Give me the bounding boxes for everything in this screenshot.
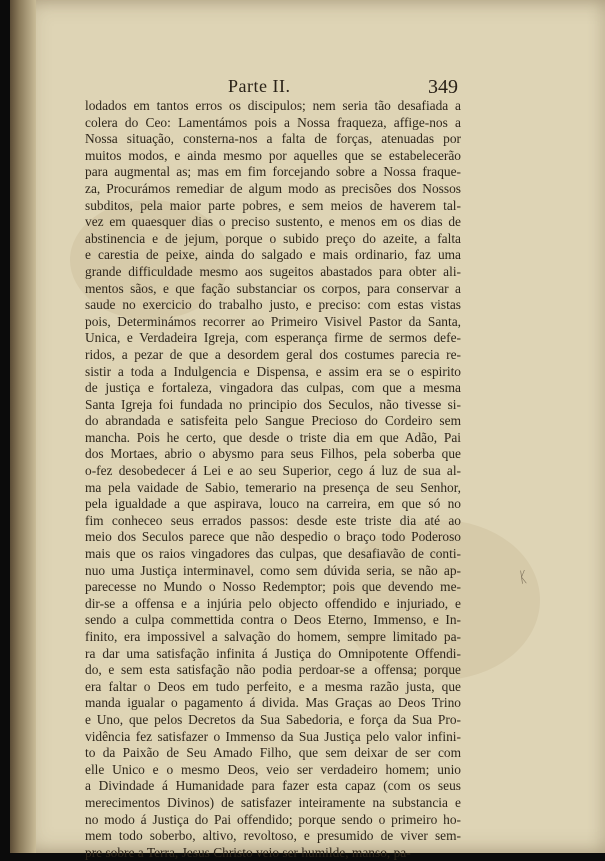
text-line: nuo uma Justiça interminavel, como sem dúvida seria, se não ap-: [85, 562, 461, 578]
text-line: pois, Determinámos recorrer ao Primeiro Visivel Pastor da Santa,: [85, 313, 461, 329]
text-line: finito, era impossivel a salvação do homem, sempre limitado pa-: [85, 629, 461, 644]
page-number: 349: [428, 76, 458, 98]
text-line: muitos modos, e ainda mesmo por aquelles que se estabelecerão: [85, 147, 461, 163]
text-line: saude no exercicio do trabalho justo, e preciso: com estas vistas: [85, 297, 461, 313]
text-line: dos Mortaes, abrio o abysmo para seus Filhos, pela soberba que: [85, 446, 461, 462]
text-line: sistir a toda a Indulgencia e Dispensa, e assim era se o espirito: [85, 363, 461, 379]
text-line: to da Paixão de Seu Amado Filho, que sem deixar de ser com: [85, 745, 461, 761]
text-line: fim conheceo seus errados passos: desde este triste dia até ao: [85, 512, 461, 528]
text-line: no modo á Justiça do Pai offendido; porque sendo o primeiro ho-: [85, 811, 461, 827]
text-line: za, Procurámos remediar de algum modo as precisões dos Nossos: [85, 180, 461, 196]
text-line: vez em quaesquer dias o preciso sustento, e menos em os dias de: [85, 214, 461, 230]
text-line: para augmental as; mas em fim forcejando sobre a Nossa fraque-: [85, 164, 461, 180]
text-line: mem todo soberbo, altivo, revoltoso, e presumido de viver sem-: [85, 828, 461, 844]
text-line: ridos, a pezar de que a desordem geral dos costumes parecia re-: [85, 346, 461, 362]
text-line: era faltar o Deos em tudo perfeito, e a mesma razão justa, que: [85, 678, 461, 694]
text-line: elle Unico e o mesmo Deos, veio ser verdadeiro homem; unio: [85, 761, 461, 777]
text-line: Nossa situação, consterna-nos a falta de forças, atenuadas por: [85, 131, 461, 147]
text-line: ma pela vaidade de Sabio, temerario na presença de seu Senhor,: [85, 479, 461, 495]
text-line: Santa Igreja foi fundada no principio dos Seculos, não tivesse si-: [85, 396, 461, 412]
text-line: ra dar uma satisfação infinita á Justiça do Omnipotente Offendi-: [85, 645, 461, 661]
text-line: mancha. Pois he certo, que desde o triste dia em que Adão, Pai: [85, 429, 461, 445]
text-line: o-fez desobedecer á Lei e ao seu Superior, cego á luz de sua al-: [85, 463, 461, 479]
text-line: meio dos Seculos parece que não despedio o braço todo Poderoso: [85, 529, 461, 545]
text-line: e carestia de peixe, ainda do salgado e mais ordinario, faz uma: [85, 247, 461, 263]
text-line: colera do Ceo: Lamentámos pois a Nossa fraqueza, affige-nos a: [85, 114, 461, 130]
binding-gutter: [10, 0, 36, 853]
text-line: grande difficuldade mesmo aos sugeitos abastados para obter ali-: [85, 263, 461, 279]
running-head: Parte II.: [228, 76, 291, 96]
text-line: lodados em tantos erros os discipulos; nem seria tão desafiada a: [85, 98, 461, 113]
body-text: [85, 98, 461, 861]
text-line: vidência fez satisfazer o Immenso da Sua Justiça pelo valor infini-: [85, 728, 461, 744]
text-line: manda igualar o pagamento á divida. Mas Graças ao Deos Trino: [85, 695, 461, 711]
text-line: merecimentos Divinos) de satisfazer inteiramente na substancia e: [85, 794, 461, 810]
page-header: [0, 76, 605, 100]
text-line: a Divindade á Humanidade para fazer esta capaz (com os seus: [85, 778, 461, 794]
text-line: e Uno, que pelos Decretos da Sua Sabedoria, e força da Sua Pro-: [85, 711, 461, 727]
text-line: parecesse no Mundo o Nosso Redemptor; pois que devendo me-: [85, 579, 461, 595]
text-line: de justiça e fortaleza, vingadora das culpas, com que a mesma: [85, 380, 461, 396]
text-line: pela igualdade a que aspirava, louco na carreira, em que só no: [85, 496, 461, 512]
text-line: Unica, e Verdadeira Igreja, com esperança firme de sermos defe-: [85, 330, 461, 346]
text-line: do abrandada e satisfeita pelo Sangue Precioso do Cordeiro sem: [85, 413, 461, 429]
text-line: subditos, pela maior parte pobres, e sem meios de haverem tal-: [85, 197, 461, 213]
margin-pencil-mark: ᛕ: [517, 569, 530, 587]
text-line: pre sobre a Terra, Jesus Christo veio ser humilde, manso, pa-: [85, 844, 411, 860]
text-line: mentos sãos, e que fação substanciar os corpos, para conservar a: [85, 280, 461, 296]
text-line: abstinencia e de jejum, porque o subido preço do azeite, a falta: [85, 230, 461, 246]
text-line: dir-se a offensa e a injúria pelo objecto offendido e injuriado, e: [85, 595, 461, 611]
text-line: do, e sem esta satisfação não podia perdoar-se a offensa; porque: [85, 662, 461, 678]
text-line: sendo a culpa commettida contra o Deos Eterno, Immenso, e In-: [85, 612, 461, 628]
text-line: mais que os raios vingadores das culpas, que desafiavão de conti-: [85, 546, 461, 562]
